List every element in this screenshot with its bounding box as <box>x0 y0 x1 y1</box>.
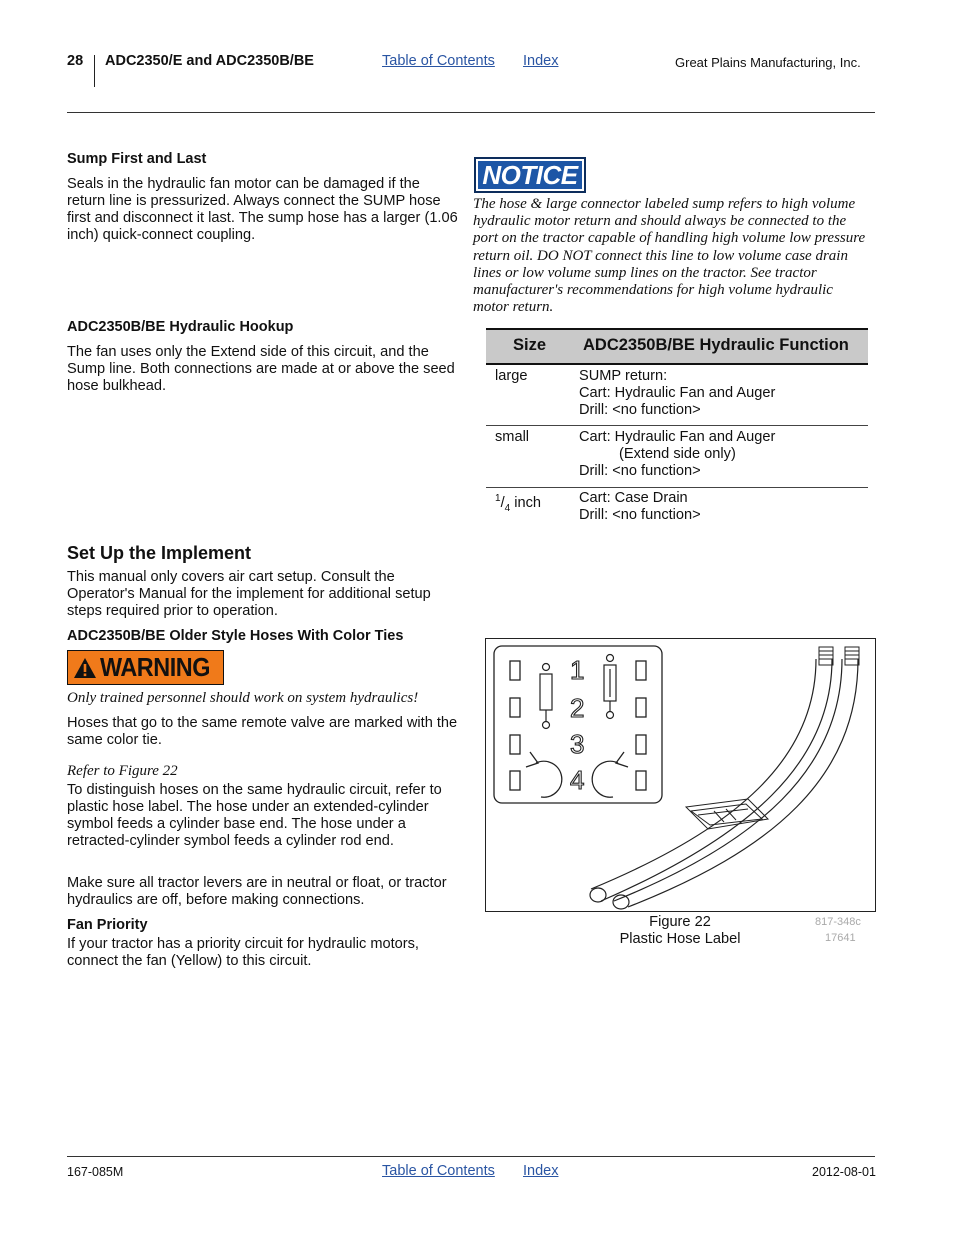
function-line: SUMP return: <box>579 368 668 384</box>
table-row <box>486 426 868 488</box>
footer-date: 2012-08-01 <box>812 1165 876 1179</box>
hydraulic-function-table <box>486 328 868 528</box>
figure-reference: Refer to Figure 22 <box>67 763 178 779</box>
size-unit: inch <box>514 494 542 511</box>
color-tie-paragraph: Hoses that go to the same remote valve are marked with the same color tie. <box>67 715 458 748</box>
older-hoses-heading: ADC2350B/BE Older Style Hoses With Color Ties <box>67 628 404 644</box>
warning-word: WARNING <box>100 652 210 682</box>
page-number: 28 <box>67 53 84 69</box>
hookup-paragraph: The fan uses only the Extend side of this circuit, and the Sump line. Both connections are made at or above the seed hose bulkhead. <box>67 344 455 394</box>
label-number-4: 4 <box>570 765 585 795</box>
function-line: Cart: Hydraulic Fan and Auger <box>579 385 776 401</box>
sump-heading: Sump First and Last <box>67 151 207 167</box>
label-number-2: 2 <box>570 693 585 723</box>
notice-message: The hose & large connector labeled sump refers to high volume hydraulic motor return and should always be connected to the port on the tractor capable of handling high volume low pressure return oil. DO NOT connect this line to low volume case drain lines or low volume sump lines on the tractor. See tractor manufacturer's recommendations for high volume hydraulic motor return. <box>473 196 866 316</box>
setup-paragraph: This manual only covers air cart setup. Consult the Operator's Manual for the implement for additional setup steps required prior to operation. <box>67 569 431 619</box>
footer-index-link[interactable]: Index <box>523 1163 559 1179</box>
table-cell-function <box>579 368 775 419</box>
company-name: Great Plains Manufacturing, Inc. <box>675 55 861 70</box>
figure-ref-code: 817-348c <box>815 916 861 928</box>
rotate-cw-icon <box>592 752 628 797</box>
retracted-cylinder-icon <box>604 655 616 719</box>
hose-label-illustration <box>486 639 875 911</box>
fraction-numerator: 1 <box>495 493 501 504</box>
function-line: Cart: Case Drain <box>579 490 688 506</box>
table-cell-size: large <box>495 368 528 384</box>
figure-caption-number: Figure 22 <box>649 914 711 930</box>
table-cell-function <box>579 429 775 480</box>
function-line: Cart: Hydraulic Fan and Auger <box>579 429 776 445</box>
footer-rule <box>67 1156 875 1157</box>
distinguish-paragraph: To distinguish hoses on the same hydraulic circuit, refer to plastic hose label. The hose under an extended-cylinder symbol feeds a cylinder base end. The hose under a retracted-cylinder symbol feeds a cylinder rod end. <box>67 782 442 849</box>
figure-caption-title: Plastic Hose Label <box>619 931 741 947</box>
table-row <box>486 365 868 426</box>
warning-message: Only trained personnel should work on system hydraulics! <box>67 690 419 706</box>
rotate-ccw-icon <box>526 752 562 797</box>
fraction-denominator: 4 <box>504 502 511 514</box>
figure-ref-id: 17641 <box>825 932 856 944</box>
footer-doc-number: 167-085M <box>67 1165 124 1179</box>
fan-priority-paragraph: If your tractor has a priority circuit for hydraulic motors, connect the fan (Yellow) to this circuit. <box>67 936 419 969</box>
hookup-heading: ADC2350B/BE Hydraulic Hookup <box>67 319 294 335</box>
table-header <box>486 328 868 365</box>
table-header-size: Size <box>513 336 547 354</box>
label-number-1: 1 <box>570 655 585 685</box>
document-title: ADC2350/E and ADC2350B/BE <box>105 53 314 69</box>
hose-label-tag <box>686 799 768 829</box>
table-header-function: ADC2350B/BE Hydraulic Function <box>583 336 849 354</box>
function-line: Drill: <no function> <box>579 402 701 418</box>
header-divider <box>94 55 95 87</box>
notice-label <box>474 157 586 193</box>
label-number-3: 3 <box>570 729 585 759</box>
hose-fittings <box>819 647 859 665</box>
hydraulic-hoses <box>590 659 858 909</box>
header-rule <box>67 112 875 113</box>
fan-priority-heading: Fan Priority <box>67 917 148 933</box>
extended-cylinder-icon <box>540 664 552 729</box>
table-row <box>486 488 868 528</box>
hose-label-figure <box>485 638 876 912</box>
function-line: (Extend side only) <box>619 446 736 462</box>
sump-paragraph: Seals in the hydraulic fan motor can be damaged if the return line is pressurized. Always connect the SUMP hose first and disconnect it last. The sump hose has a larger (1.06 inch) quick-connect coupling. <box>67 176 458 243</box>
setup-heading: Set Up the Implement <box>67 543 252 563</box>
function-line: Drill: <no function> <box>579 507 701 523</box>
function-line: Drill: <no function> <box>579 463 701 479</box>
table-cell-function <box>579 490 701 524</box>
table-cell-size: small <box>495 429 530 445</box>
footer-toc-link[interactable]: Table of Contents <box>382 1163 495 1179</box>
neutral-paragraph: Make sure all tractor levers are in neutral or float, or tractor hydraulics are off, before making connections. <box>67 875 447 908</box>
header-toc-link[interactable]: Table of Contents <box>382 53 495 69</box>
header-index-link[interactable]: Index <box>523 53 559 69</box>
warning-triangle-icon <box>73 657 97 679</box>
warning-label <box>67 650 224 685</box>
notice-word: NOTICE <box>482 159 578 190</box>
table-cell-size: $^1/_4$ inch <box>495 493 542 514</box>
